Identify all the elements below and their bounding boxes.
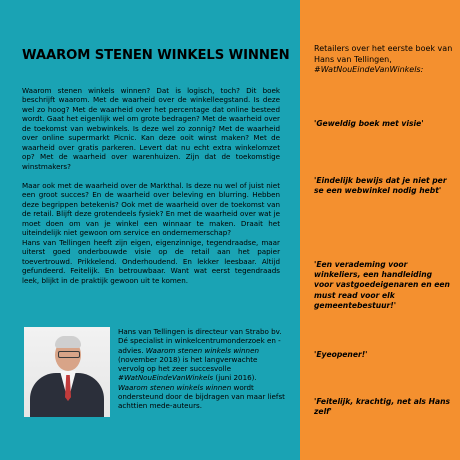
- body-paragraph-1: Waarom stenen winkels winnen? Dat is logisch, toch? Dit boek beschrijft waarom. Met de waarheid over de winkelleegstand. Is deze wel zo hoog? Met de waarheid over het percentage dat online besteed wordt. Gaat het eigenlijk wel om grote bedragen? Met de waarheid over de toekomst van webwinkels. Is deze wel zo zonnig? Met de waarheid over online supermarkt Picnic. Kan deze ooit winst maken? Met de waarheid over gratis parkeren. Levert dat nu echt extra winkelomzet op? Met de waarheid over warenhuizen. Zijn dat de toekomstige winstmakers?: [22, 86, 280, 171]
- author-bio-text-2: (november 2018) is het langverwachte vervolg op het zeer succesvolle: [118, 354, 258, 374]
- body-paragraph-3: Hans van Tellingen heeft zijn eigen, eigenzinnige, tegendraadse, maar uiterst goed onderbouwde visie op de retail aan het papier toevertrouwd. Prikkelend. Onderhoudend. En lekker leesbaar. Altijd gefundeerd. Feitelijk. En betrouwbaar. Want wat eerst tegendraads leek, blijkt in de praktijk gewoon uit te komen.: [22, 238, 280, 285]
- review-quote-5: 'Feitelijk, krachtig, net als Hans zelf': [314, 397, 450, 417]
- review-quote-2: 'Eindelijk bewijs dat je niet per se een webwinkel nodig hebt': [314, 176, 447, 196]
- author-portrait-hair: [55, 336, 81, 348]
- author-bio-book-title-2: #WatNouEindeVanWinkels: [118, 373, 214, 383]
- side-intro-text: Retailers over het eerste boek van Hans van Tellingen,: [314, 44, 453, 64]
- author-portrait: [24, 327, 110, 417]
- side-intro-hashtag: #WatNouEindeVanWinkels:: [314, 65, 424, 75]
- side-intro: [314, 44, 454, 76]
- review-quote-3: 'Een verademing voor winkeliers, een handleiding voor vastgoedeigenaren en een must read voor elk gemeentebestuur!': [314, 260, 450, 310]
- author-bio: [118, 327, 286, 411]
- page-title: WAAROM STENEN WINKELS WINNEN: [22, 48, 290, 63]
- review-quote-4: 'Eyeopener!': [314, 350, 368, 359]
- review-quote-1: 'Geweldig boek met visie': [314, 119, 424, 128]
- author-bio-text-4: wordt ondersteund door de bijdragen van maar liefst achttien mede-auteurs.: [118, 382, 285, 411]
- author-portrait-glasses: [58, 351, 80, 358]
- body-paragraph-2: Maar ook met de waarheid over de Markthal. Is deze nu wel of juist niet een groot succes? En de waarheid over beleving en blurring. Hebben deze begrippen betekenis? Ook met de waarheid over de toekomst van de retail. Blijft deze grotendeels fysiek? En met de waarheid over wat je moet doen om van je winkel een winnaar te maken. Draait het uiteindelijk niet gewoon om service en ondernemerschap?: [22, 181, 280, 238]
- author-bio-text-1: Hans van Tellingen is directeur van Strabo bv. Dé specialist in winkelcentrumonderzoek en -advies.: [118, 327, 282, 355]
- author-bio-book-title-3: Waarom stenen winkels winnen: [118, 382, 232, 392]
- author-bio-book-title-1: Waarom stenen winkels winnen: [145, 345, 260, 355]
- author-bio-text-3: (juni 2016).: [213, 373, 257, 383]
